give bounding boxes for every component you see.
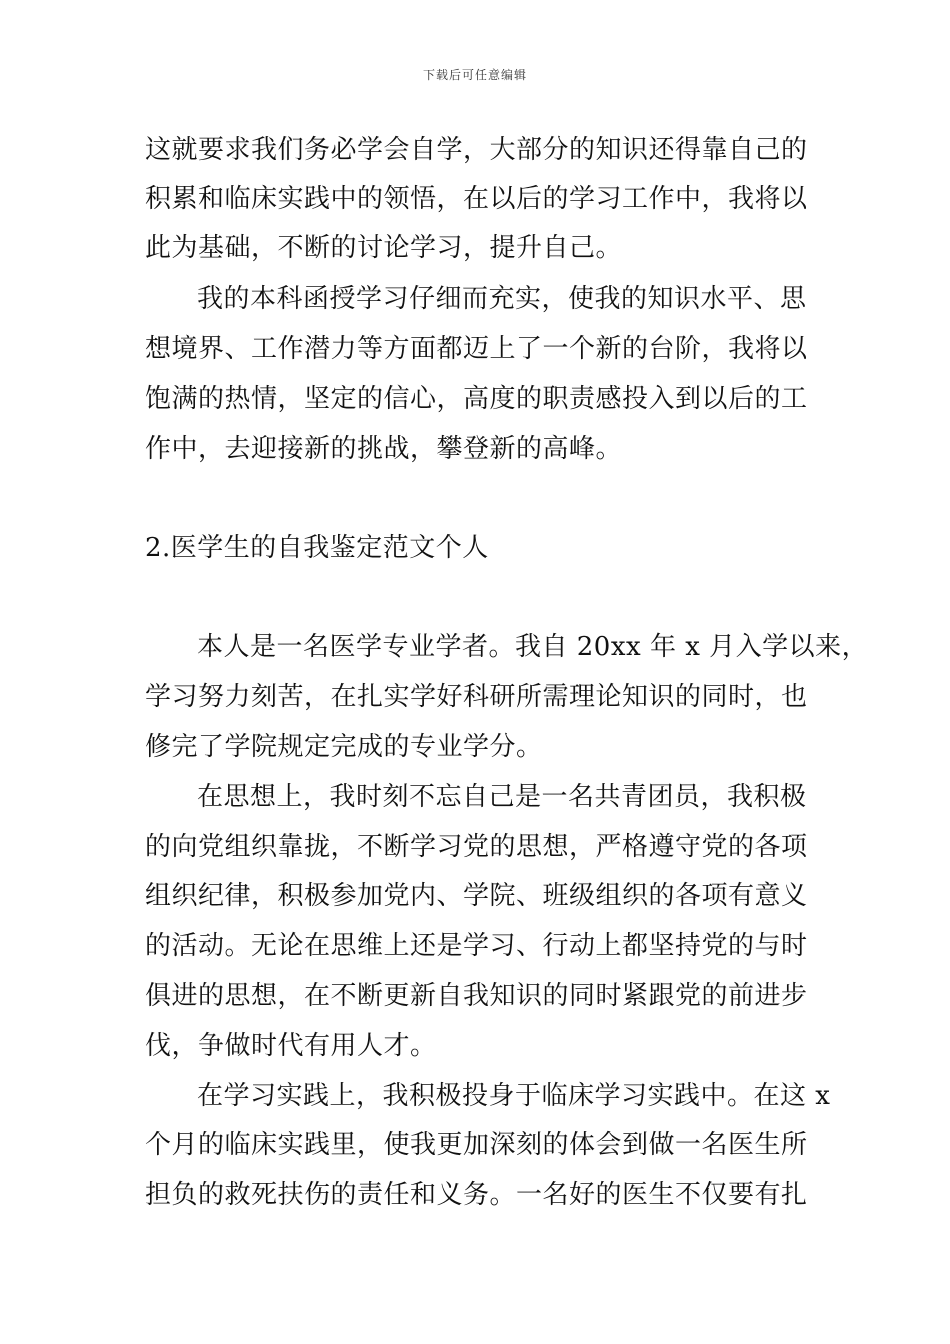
paragraph-1-line-1: 这就要求我们务必学会自学，大部分的知识还得靠自己的 [145,135,808,165]
paragraph-4-line-3: 组织纪律，积极参加党内、学院、班级组织的各项有意义 [145,881,808,911]
paragraph-4-line-1: 在思想上，我时刻不忘自己是一名共青团员，我积极 [197,782,807,812]
paragraph-3-line-2: 学习努力刻苦，在扎实学好科研所需理论知识的同时，也 [145,682,808,712]
paragraph-4-line-4: 的活动。无论在思维上还是学习、行动上都坚持党的与时 [145,931,808,961]
paragraph-2-line-4: 作中，去迎接新的挑战，攀登新的高峰。 [145,434,623,464]
section-heading: 2.医学生的自我鉴定范文个人 [145,533,489,563]
paragraph-4-line-5: 俱进的思想，在不断更新自我知识的同时紧跟党的前进步 [145,981,808,1011]
header-watermark: 下载后可任意编辑 [422,68,527,82]
paragraph-2-line-1: 我的本科函授学习仔细而充实，使我的知识水平、思 [197,284,807,314]
paragraph-4-line-6: 伐，争做时代有用人才。 [145,1031,437,1061]
paragraph-4-line-2: 的向党组织靠拢，不断学习党的思想，严格遵守党的各项 [145,832,808,862]
paragraph-3-line-1: 本人是一名医学专业学者。我自 20xx 年 x 月入学以来， [197,632,869,662]
paragraph-3-line-3: 修完了学院规定完成的专业学分。 [145,732,543,762]
paragraph-5-line-3: 担负的救死扶伤的责任和义务。一名好的医生不仅要有扎 [145,1180,808,1210]
paragraph-1-line-3: 此为基础，不断的讨论学习，提升自己。 [145,233,623,263]
paragraph-5-line-1: 在学习实践上，我积极投身于临床学习实践中。在这 x [197,1081,831,1111]
paragraph-1-line-2: 积累和临床实践中的领悟，在以后的学习工作中，我将以 [145,184,808,214]
paragraph-2-line-2: 想境界、工作潜力等方面都迈上了一个新的台阶，我将以 [145,334,808,364]
paragraph-5-line-2: 个月的临床实践里，使我更加深刻的体会到做一名医生所 [145,1130,808,1160]
paragraph-2-line-3: 饱满的热情，坚定的信心，高度的职责感投入到以后的工 [145,384,808,414]
